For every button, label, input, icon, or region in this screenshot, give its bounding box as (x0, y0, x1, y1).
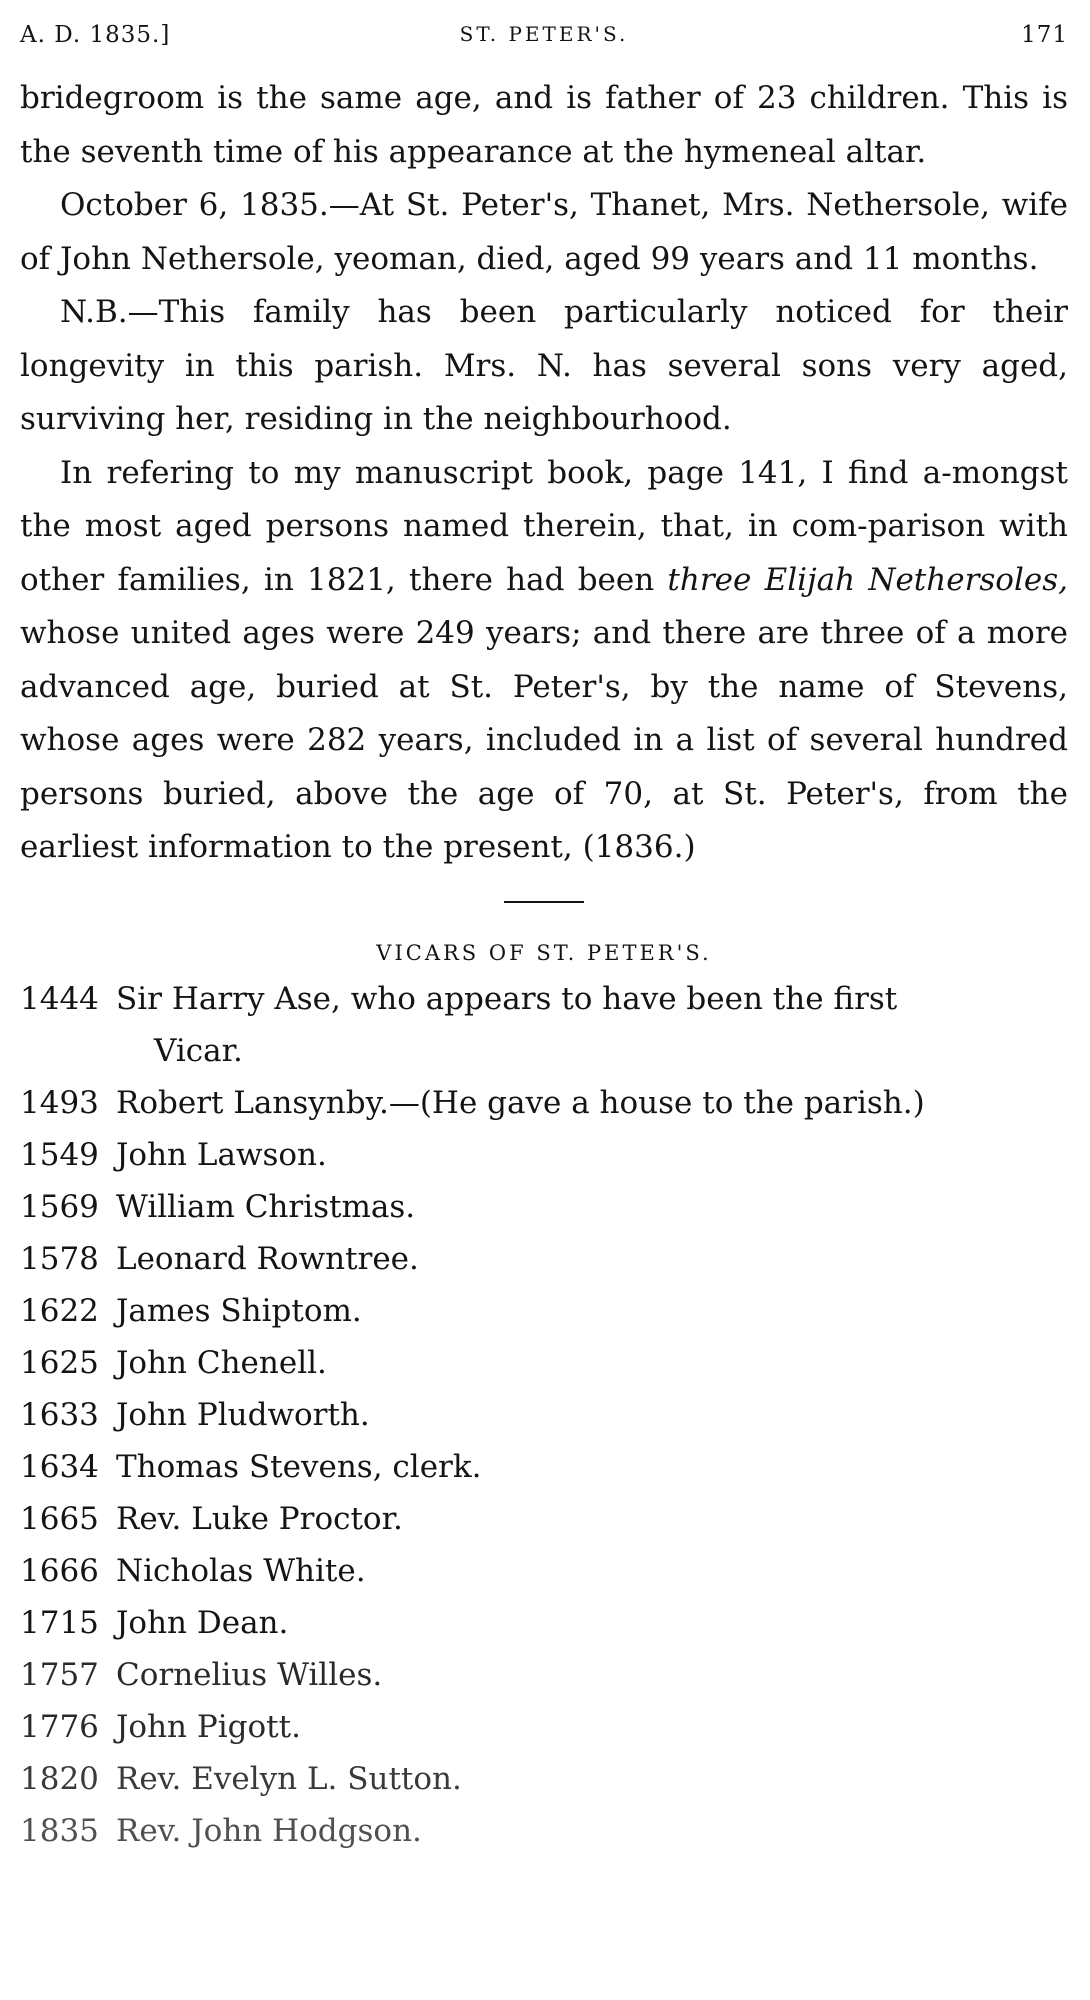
vicar-entry (20, 1493, 1068, 1545)
vicar-year: 1715 (20, 1604, 99, 1641)
section-divider (504, 901, 584, 903)
vicar-entry (20, 1805, 1068, 1857)
vicar-year: 1569 (20, 1188, 99, 1225)
vicar-entry (20, 1545, 1068, 1597)
vicar-entry (20, 1337, 1068, 1389)
paragraph-nethersole-death: October 6, 1835.—At St. Peter's, Thanet, Mrs. Nethersole, wife of John Nethersole, yeoman, died, aged 99 years and 11 months. (20, 187, 1068, 277)
vicar-entry (20, 1285, 1068, 1337)
vicar-year: 1633 (20, 1396, 99, 1433)
vicar-name: Sir Harry Ase, who appears to have been the first (116, 980, 898, 1017)
vicar-entry (20, 1597, 1068, 1649)
paragraph-manuscript-reference (20, 447, 1068, 875)
book-page (20, 22, 1068, 1857)
vicars-list (20, 973, 1068, 1857)
vicar-year: 1625 (20, 1344, 99, 1381)
vicar-year: 1578 (20, 1240, 99, 1277)
vicar-name: Rev. John Hodgson. (116, 1812, 422, 1849)
vicar-entry (20, 973, 1068, 1025)
vicar-name: Rev. Luke Proctor. (116, 1500, 403, 1537)
vicars-heading: VICARS OF ST. PETER'S. (376, 940, 712, 965)
vicar-year: 1757 (20, 1656, 99, 1693)
vicar-year: 1493 (20, 1084, 99, 1121)
running-head-title: ST. PETER'S. (459, 22, 629, 46)
vicar-entry (20, 1129, 1068, 1181)
vicar-name: Leonard Rowntree. (116, 1240, 419, 1277)
vicar-entry (20, 1389, 1068, 1441)
vicar-entry (20, 1701, 1068, 1753)
vicar-entry (20, 1077, 1068, 1129)
vicar-name: John Dean. (116, 1604, 289, 1641)
vicar-name: Thomas Stevens, clerk. (116, 1448, 482, 1485)
vicar-name: Nicholas White. (116, 1552, 366, 1589)
vicar-name: William Christmas. (116, 1188, 416, 1225)
vicar-year: 1835 (20, 1812, 99, 1849)
vicar-year: 1634 (20, 1448, 99, 1485)
vicar-name: John Chenell. (116, 1344, 327, 1381)
vicar-year: 1776 (20, 1708, 99, 1745)
vicar-name: James Shiptom. (116, 1292, 362, 1329)
page-number: 171 (1021, 22, 1068, 48)
vicar-entry (20, 1753, 1068, 1805)
vicar-year: 1820 (20, 1760, 99, 1797)
vicar-year: 1549 (20, 1136, 99, 1173)
vicar-year: 1666 (20, 1552, 99, 1589)
paragraph-bridegroom: bridegroom is the same age, and is father of 23 children. This is the seventh time of his appearance at the hymeneal altar. (20, 80, 1068, 170)
vicar-entry (20, 1441, 1068, 1493)
paragraph-text: In refering to my manuscript book, page 141, I find a-mongst the most aged persons named therein, that, in com-parison with other families, in 1821, there had been (20, 454, 1068, 598)
vicar-year: 1622 (20, 1292, 99, 1329)
vicar-year: 1665 (20, 1500, 99, 1537)
vicar-name: Robert Lansynby.—(He gave a house to the parish.) (116, 1084, 925, 1121)
vicar-name: Rev. Evelyn L. Sutton. (116, 1760, 462, 1797)
vicar-name: John Pigott. (116, 1708, 301, 1745)
running-head-date: A. D. 1835.] (20, 22, 171, 48)
vicar-entry-continuation: Vicar. (154, 1032, 243, 1069)
vicar-name: John Pludworth. (116, 1396, 370, 1433)
vicar-entry (20, 1649, 1068, 1701)
vicar-name: Cornelius Willes. (116, 1656, 383, 1693)
vicar-entry (20, 1233, 1068, 1285)
running-head (20, 22, 1068, 56)
vicar-name: John Lawson. (116, 1136, 327, 1173)
paragraph-text-continued: whose united ages were 249 years; and there are three of a more advanced age, buried at St. Peter's, by the name of Stevens, whose ages were 282 years, included in a list of several hundred persons buried, above the age of 70, at St. Peter's, from the earliest information to the present, (1836.) (20, 615, 1068, 865)
vicar-entry (20, 1181, 1068, 1233)
vicar-year: 1444 (20, 980, 99, 1017)
body-text (20, 72, 1068, 875)
italic-names: three Elijah Nethersoles, (667, 561, 1068, 598)
paragraph-nb-longevity: N.B.—This family has been particularly noticed for their longevity in this parish. Mrs. N. has several sons very aged, surviving her, residing in the neighbourhood. (20, 294, 1068, 437)
